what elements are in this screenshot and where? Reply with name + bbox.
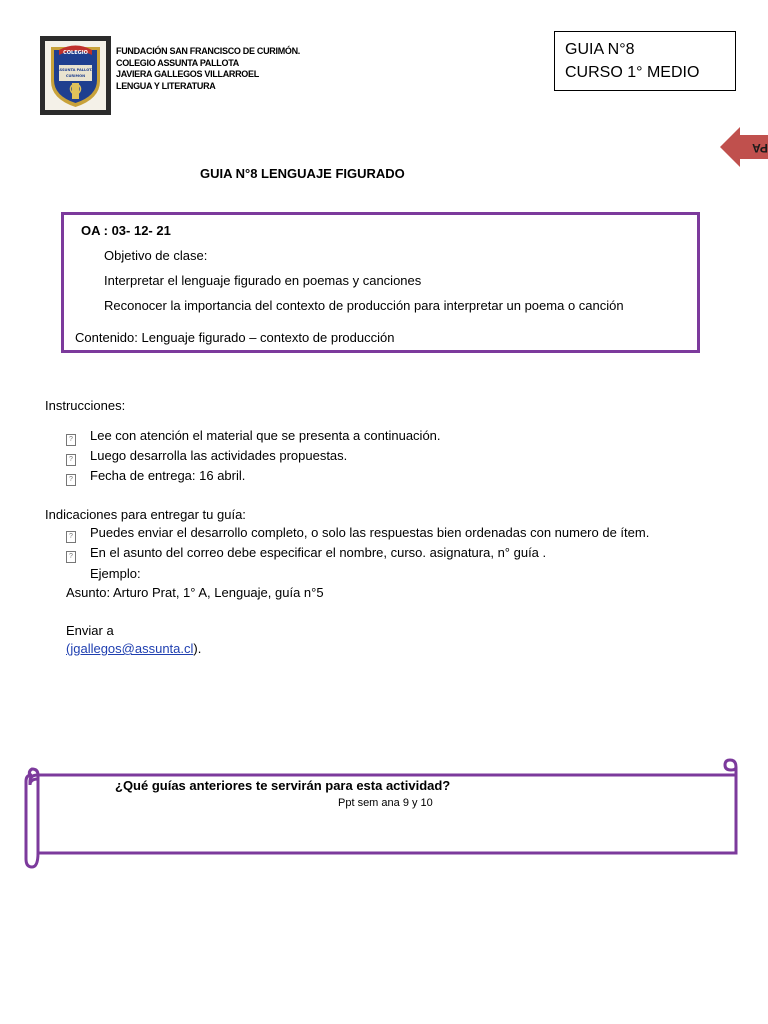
guide-number: GUIA N°8 (565, 41, 635, 58)
guide-info-box (554, 31, 736, 91)
header-line-subject: LENGUA Y LITERATURA (116, 80, 216, 91)
page-title: GUIA N°8 LENGUAJE FIGURADO (200, 166, 405, 181)
bullet-glyph-icon: ? (66, 434, 76, 446)
bullet-glyph-icon: ? (66, 474, 76, 486)
instructions-title: Instrucciones: (45, 398, 126, 413)
delivery-item: ? Puedes enviar el desarrollo completo, o solo las respuestas bien ordenadas con numero de ítem. (66, 525, 649, 543)
logo-text-town: CURIMON (65, 74, 86, 78)
school-logo (40, 36, 111, 115)
delivery-item: ? En el asunto del correo debe especificar el nombre, curso. asignatura, n° guía . (66, 545, 546, 563)
example-label: Ejemplo: (90, 566, 141, 581)
header-line-school: COLEGIO ASSUNTA PALLOTA (116, 57, 239, 68)
objectives-box (61, 212, 700, 353)
scroll-answer: Ppt sem ana 9 y 10 (338, 797, 433, 809)
side-tab-label: PA (752, 140, 768, 155)
instruction-item: ? Luego desarrolla las actividades propuestas. (66, 448, 347, 466)
logo-text-colegio: COLEGIO (63, 50, 88, 56)
oa-date: OA : 03- 12- 21 (81, 223, 171, 238)
email-open-paren: ( (66, 641, 71, 656)
scroll-question: ¿Qué guías anteriores te servirán para esta actividad? (115, 778, 451, 793)
school-header (116, 46, 300, 92)
side-tab-arrow[interactable] (720, 125, 768, 169)
instruction-item: ? Lee con atención el material que se presenta a continuación. (66, 428, 441, 446)
email-link[interactable]: jgallegos@assunta.cl (70, 641, 194, 656)
objective-item: Interpretar el lenguaje figurado en poemas y canciones (104, 273, 422, 288)
bullet-glyph-icon: ? (66, 454, 76, 466)
bullet-glyph-icon: ? (66, 531, 76, 543)
shield-emblem-icon (45, 41, 106, 110)
bullet-glyph-icon: ? (66, 551, 76, 563)
instruction-item: ? Fecha de entrega: 16 abril. (66, 468, 245, 486)
header-line-teacher: JAVIERA GALLEGOS VILLARROEL (116, 69, 259, 79)
email-line (66, 641, 201, 656)
logo-text-school: ASSUNTA PALLOTA (56, 68, 95, 72)
content-line: Contenido: Lenguaje figurado – contexto de producción (75, 330, 395, 345)
course-label: CURSO 1° MEDIO (565, 64, 700, 81)
email-close-paren: ). (193, 641, 202, 656)
objective-title: Objetivo de clase: (104, 248, 208, 263)
delivery-title: Indicaciones para entregar tu guía: (45, 507, 246, 522)
scroll-frame (22, 755, 750, 875)
objective-item: Reconocer la importancia del contexto de producción para interpretar un poema o canción (104, 298, 624, 313)
send-to-label: Enviar a (66, 623, 114, 638)
header-line-foundation: FUNDACIÓN SAN FRANCISCO DE CURIMÓN. (116, 46, 300, 56)
example-text: Asunto: Arturo Prat, 1° A, Lenguaje, guía n°5 (66, 585, 324, 600)
